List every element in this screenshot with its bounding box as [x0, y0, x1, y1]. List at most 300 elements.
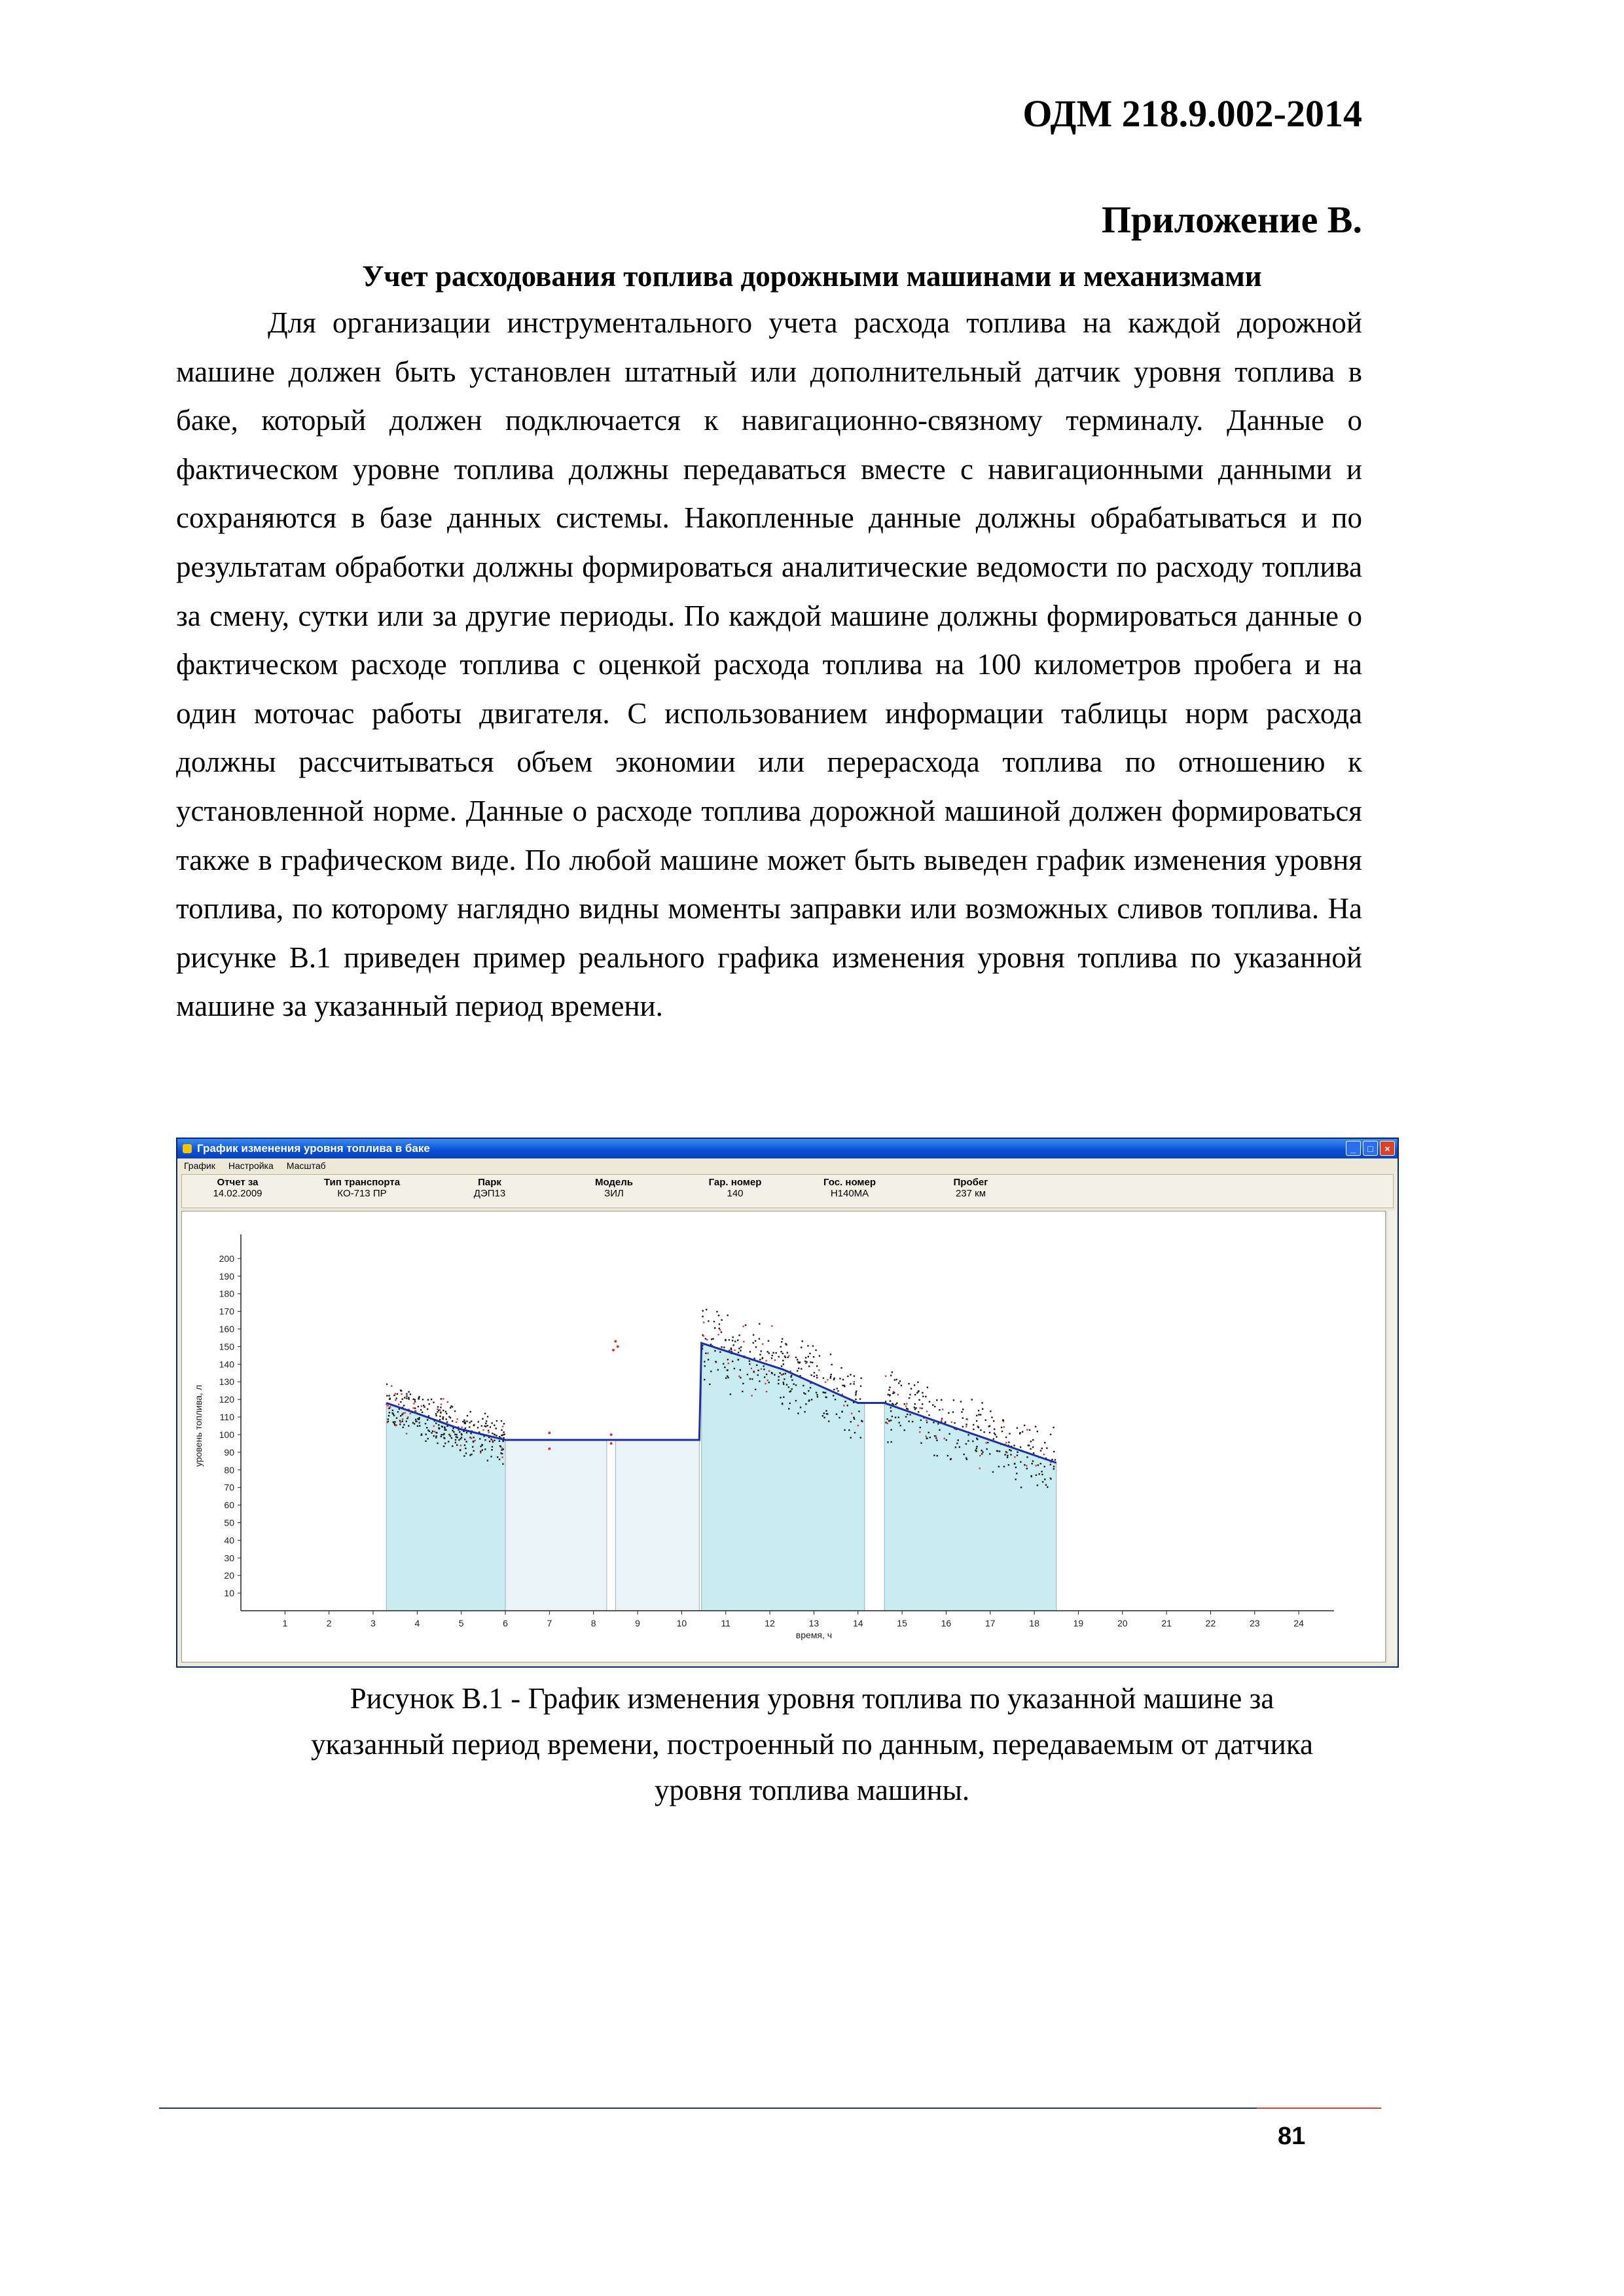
- scatter-point: [891, 1441, 892, 1443]
- scatter-point: [484, 1412, 486, 1414]
- scatter-point: [1044, 1442, 1045, 1443]
- scatter-point: [464, 1439, 465, 1440]
- fuel-chart-window: [176, 1138, 1399, 1668]
- scatter-point: [402, 1398, 403, 1399]
- scatter-point: [464, 1422, 465, 1424]
- scatter-point: [895, 1417, 896, 1418]
- scatter-point: [782, 1353, 784, 1354]
- scatter-point: [917, 1382, 918, 1383]
- scatter-point: [1017, 1452, 1018, 1453]
- scatter-point: [492, 1441, 494, 1443]
- scatter-point: [830, 1376, 831, 1377]
- scatter-point: [464, 1444, 465, 1446]
- y-tick-label: 10: [224, 1588, 234, 1599]
- x-tick-label: 8: [590, 1618, 596, 1628]
- scatter-point: [1003, 1466, 1005, 1467]
- info-value: 237 км: [955, 1188, 986, 1199]
- scatter-point: [452, 1406, 453, 1407]
- page-number: 81: [1278, 2123, 1306, 2150]
- scatter-point-red: [781, 1374, 782, 1375]
- scatter-point: [717, 1369, 719, 1371]
- scatter-point: [989, 1425, 990, 1426]
- scatter-point: [492, 1433, 493, 1434]
- scatter-point-red: [706, 1339, 708, 1340]
- scatter-point: [939, 1429, 940, 1431]
- scatter-point: [740, 1350, 741, 1351]
- scatter-point-red: [475, 1440, 476, 1441]
- scatter-point: [855, 1399, 856, 1400]
- scatter-point: [833, 1389, 835, 1390]
- scatter-point: [1040, 1463, 1041, 1464]
- scatter-point: [759, 1359, 761, 1360]
- y-tick-label: 180: [219, 1288, 234, 1299]
- scatter-point: [456, 1434, 457, 1435]
- scatter-point: [738, 1352, 739, 1353]
- scatter-point: [922, 1392, 923, 1393]
- scatter-point: [823, 1417, 825, 1418]
- scatter-point: [962, 1417, 964, 1418]
- scatter-point: [738, 1359, 739, 1360]
- y-tick-label: 120: [219, 1394, 234, 1405]
- scatter-point: [802, 1340, 803, 1342]
- x-tick-label: 11: [721, 1618, 731, 1628]
- scatter-point: [783, 1363, 784, 1365]
- menu-item-scale[interactable]: Масштаб: [286, 1160, 326, 1171]
- scatter-point-red: [719, 1329, 721, 1331]
- body-text: [176, 298, 1362, 1031]
- scatter-point: [427, 1399, 429, 1401]
- scatter-point: [406, 1395, 407, 1397]
- chart-area: [181, 1211, 1386, 1662]
- scatter-point: [918, 1411, 919, 1412]
- y-tick-label: 170: [219, 1306, 234, 1317]
- scatter-point: [937, 1455, 938, 1456]
- scatter-point: [492, 1446, 493, 1447]
- scatter-point: [795, 1357, 797, 1358]
- scatter-point: [1037, 1431, 1038, 1432]
- scatter-point: [771, 1357, 772, 1359]
- scatter-point: [901, 1385, 902, 1386]
- scatter-point: [1038, 1473, 1039, 1475]
- scatter-point-red: [738, 1376, 740, 1377]
- scatter-point: [948, 1433, 950, 1435]
- scatter-point: [967, 1440, 969, 1441]
- scatter-point-red: [926, 1435, 927, 1437]
- scatter-point: [823, 1412, 825, 1414]
- scatter-point-red: [825, 1382, 826, 1383]
- scatter-point: [803, 1392, 804, 1393]
- scatter-point: [440, 1412, 441, 1413]
- scatter-point: [745, 1324, 746, 1325]
- scatter-point: [438, 1424, 439, 1426]
- fill-segment: [615, 1440, 699, 1611]
- scatter-point-red: [703, 1321, 704, 1323]
- scatter-point: [465, 1441, 467, 1443]
- scatter-point: [460, 1438, 461, 1439]
- scatter-point-red: [407, 1416, 408, 1418]
- scatter-point: [749, 1378, 751, 1380]
- scatter-point-red: [857, 1425, 859, 1426]
- scatter-point: [978, 1414, 979, 1415]
- scatter-point: [896, 1403, 897, 1404]
- scatter-point: [706, 1309, 707, 1310]
- scatter-point: [400, 1401, 401, 1403]
- x-tick-label: 4: [414, 1618, 420, 1628]
- scatter-point: [454, 1410, 456, 1412]
- scatter-point-red: [400, 1422, 401, 1423]
- figure-caption: [0, 1676, 1624, 1813]
- scatter-point: [965, 1443, 967, 1444]
- scatter-point: [778, 1356, 779, 1357]
- y-tick-label: 200: [219, 1253, 234, 1264]
- scatter-point: [452, 1420, 453, 1422]
- x-tick-label: 22: [1205, 1618, 1216, 1628]
- info-value: ЗИЛ: [604, 1188, 624, 1199]
- scatter-point: [810, 1361, 811, 1363]
- scatter-point: [937, 1423, 939, 1424]
- scatter-point: [482, 1444, 483, 1446]
- scatter-point-red: [398, 1404, 399, 1405]
- scatter-point: [702, 1310, 704, 1311]
- info-value: КО-713 ПР: [337, 1188, 387, 1199]
- scatter-point: [798, 1368, 799, 1369]
- scatter-point: [812, 1362, 813, 1363]
- scatter-point-red: [456, 1418, 458, 1420]
- scatter-point-red: [951, 1422, 952, 1423]
- scatter-point: [727, 1369, 728, 1371]
- scatter-point: [719, 1352, 721, 1353]
- scatter-point: [830, 1377, 831, 1378]
- scatter-point: [835, 1399, 836, 1400]
- scatter-point-red: [707, 1352, 708, 1354]
- scatter-point: [763, 1365, 764, 1367]
- scatter-point: [808, 1365, 810, 1367]
- scatter-point: [419, 1425, 420, 1426]
- scatter-point: [734, 1368, 735, 1369]
- scatter-point: [749, 1351, 751, 1352]
- scatter-point-red: [480, 1452, 481, 1453]
- vertical-scrollbar[interactable]: [1386, 1211, 1396, 1662]
- scatter-point: [712, 1338, 713, 1339]
- scatter-point: [425, 1423, 426, 1424]
- scatter-point: [442, 1418, 444, 1420]
- scatter-point: [489, 1441, 490, 1442]
- scatter-point: [790, 1390, 791, 1391]
- scatter-point: [394, 1421, 395, 1422]
- scatter-point: [860, 1437, 861, 1438]
- scatter-point: [424, 1406, 425, 1407]
- scatter-point: [890, 1400, 891, 1401]
- scatter-point: [973, 1424, 974, 1426]
- scatter-point: [473, 1441, 474, 1443]
- outlier-point: [610, 1442, 613, 1444]
- scatter-point-red: [761, 1369, 762, 1370]
- info-park: [444, 1177, 535, 1199]
- scatter-point: [833, 1378, 835, 1379]
- scatter-point: [889, 1386, 890, 1388]
- scatter-point: [890, 1410, 892, 1412]
- scatter-point: [426, 1427, 427, 1428]
- scatter-point: [485, 1423, 486, 1424]
- scatter-point: [978, 1410, 979, 1411]
- scatter-point: [1036, 1475, 1037, 1476]
- window-title: График изменения уровня топлива в баке: [197, 1142, 430, 1155]
- scatter-point: [418, 1418, 420, 1420]
- scatter-point: [388, 1415, 389, 1416]
- scatter-point-red: [1026, 1465, 1027, 1466]
- scatter-point: [499, 1459, 500, 1460]
- scatter-point: [994, 1433, 995, 1434]
- scatter-point: [890, 1429, 892, 1430]
- footer-divider-accent: [1257, 2108, 1381, 2109]
- scatter-point: [847, 1376, 848, 1377]
- info-header: Тип транспорта: [323, 1177, 401, 1188]
- scatter-point: [759, 1323, 760, 1324]
- scatter-point: [487, 1416, 488, 1417]
- scatter-point: [782, 1403, 783, 1404]
- scatter-point: [935, 1437, 937, 1439]
- scatter-point: [805, 1403, 806, 1405]
- scatter-point: [791, 1379, 793, 1380]
- scatter-point: [450, 1407, 451, 1408]
- scatter-point: [909, 1397, 910, 1399]
- scatter-point-red: [885, 1375, 886, 1376]
- scatter-point: [784, 1378, 785, 1380]
- scatter-point: [831, 1364, 832, 1365]
- scatter-point: [888, 1394, 889, 1395]
- scatter-point: [816, 1365, 818, 1367]
- scatter-point: [837, 1388, 838, 1389]
- close-icon[interactable]: ×: [1380, 1141, 1395, 1156]
- scatter-point: [441, 1436, 442, 1437]
- scatter-point: [925, 1396, 926, 1397]
- info-transport-type: [297, 1177, 427, 1199]
- scatter-point: [965, 1424, 967, 1425]
- scatter-point: [814, 1376, 815, 1377]
- scatter-point: [455, 1442, 456, 1443]
- scatter-point: [759, 1380, 760, 1382]
- scatter-point: [972, 1441, 973, 1442]
- scatter-point-red: [887, 1422, 888, 1424]
- section-title: Учет расходования топлива дорожными машинами и механизмами: [362, 260, 1262, 293]
- scatter-point: [1008, 1464, 1009, 1465]
- scatter-point-red: [410, 1412, 411, 1414]
- info-value: ДЭП13: [473, 1188, 506, 1199]
- scatter-point: [1001, 1427, 1002, 1428]
- scatter-point-red: [501, 1456, 503, 1458]
- scatter-point: [742, 1391, 743, 1392]
- scatter-point: [946, 1439, 947, 1441]
- fuel-level-chart: [182, 1211, 1373, 1663]
- scatter-point: [798, 1362, 799, 1363]
- maximize-icon[interactable]: □: [1363, 1141, 1378, 1156]
- scatter-point: [708, 1359, 709, 1360]
- scatter-point: [452, 1427, 454, 1429]
- scatter-point: [740, 1377, 741, 1378]
- scatter-point: [855, 1394, 856, 1395]
- scatter-point: [1013, 1444, 1015, 1446]
- scatter-point: [729, 1339, 730, 1340]
- info-value: 14.02.2009: [213, 1188, 262, 1199]
- window-titlebar[interactable]: [177, 1139, 1398, 1158]
- scatter-point: [450, 1435, 451, 1437]
- menu-item-settings[interactable]: Настройка: [228, 1160, 274, 1171]
- scatter-point: [705, 1352, 706, 1354]
- minimize-icon[interactable]: _: [1346, 1141, 1361, 1156]
- scatter-point: [854, 1418, 855, 1420]
- info-report-date: [189, 1177, 287, 1199]
- scatter-point: [783, 1373, 784, 1374]
- scatter-point: [898, 1382, 899, 1384]
- scatter-point: [436, 1432, 437, 1433]
- scatter-point: [801, 1368, 802, 1369]
- y-tick-label: 60: [224, 1499, 234, 1511]
- scatter-point: [780, 1346, 782, 1348]
- scatter-point: [854, 1432, 856, 1433]
- scatter-point: [908, 1383, 909, 1384]
- scatter-point: [836, 1414, 837, 1415]
- scatter-point: [983, 1431, 984, 1433]
- scatter-point: [460, 1449, 461, 1450]
- scatter-point: [963, 1454, 964, 1455]
- outlier-point: [548, 1447, 550, 1450]
- scatter-point-red: [460, 1444, 461, 1446]
- scatter-point: [915, 1407, 916, 1408]
- scatter-point: [911, 1388, 912, 1390]
- scatter-point: [825, 1397, 827, 1398]
- appendix-title: Приложение В.: [1101, 198, 1362, 241]
- scatter-point: [977, 1439, 978, 1440]
- x-tick-label: 10: [676, 1618, 687, 1628]
- scatter-point: [1028, 1444, 1029, 1446]
- scatter-point: [444, 1443, 446, 1444]
- scatter-point: [929, 1437, 931, 1438]
- scatter-point-red: [441, 1403, 442, 1405]
- scatter-point: [757, 1374, 759, 1376]
- scatter-point: [987, 1442, 988, 1443]
- scatter-point: [766, 1374, 767, 1375]
- scatter-point: [503, 1423, 505, 1424]
- scatter-point: [727, 1314, 728, 1316]
- scatter-point: [415, 1419, 416, 1420]
- scatter-point: [810, 1387, 811, 1388]
- scatter-point: [441, 1398, 442, 1399]
- scatter-point: [467, 1415, 468, 1416]
- scatter-point: [816, 1374, 818, 1376]
- scatter-point: [723, 1363, 724, 1364]
- scatter-point: [500, 1446, 501, 1447]
- scatter-point: [502, 1463, 503, 1465]
- scatter-point: [710, 1371, 712, 1372]
- scatter-point: [890, 1420, 892, 1421]
- scatter-point: [976, 1415, 977, 1416]
- scatter-point: [1029, 1429, 1030, 1431]
- scatter-point: [704, 1379, 705, 1380]
- scatter-point: [933, 1455, 935, 1456]
- scatter-point-red: [926, 1420, 927, 1421]
- scatter-point: [819, 1355, 820, 1356]
- scatter-point: [715, 1361, 716, 1362]
- x-tick-label: 24: [1293, 1618, 1304, 1628]
- scatter-point: [932, 1405, 933, 1406]
- scatter-point: [723, 1346, 725, 1348]
- scatter-point: [952, 1411, 954, 1412]
- scatter-point-red: [401, 1393, 402, 1395]
- scatter-point: [486, 1425, 488, 1426]
- scatter-point: [839, 1378, 840, 1379]
- info-model: [568, 1177, 660, 1199]
- scatter-point: [768, 1382, 770, 1383]
- scatter-point: [705, 1338, 706, 1339]
- scatter-point: [503, 1433, 505, 1435]
- scatter-point: [708, 1320, 709, 1321]
- scatter-point: [435, 1415, 437, 1416]
- scatter-point: [1020, 1486, 1022, 1488]
- scatter-point: [1047, 1486, 1048, 1488]
- scatter-point: [1041, 1471, 1042, 1472]
- info-header: Гос. номер: [823, 1177, 876, 1188]
- scatter-point: [921, 1407, 922, 1408]
- scatter-point: [892, 1371, 893, 1372]
- scatter-point: [795, 1400, 797, 1401]
- scatter-point-red: [413, 1403, 414, 1404]
- scatter-point: [494, 1425, 495, 1426]
- scatter-point: [439, 1419, 441, 1420]
- scatter-point: [1055, 1459, 1056, 1460]
- scatter-point: [953, 1399, 954, 1401]
- scatter-point: [1005, 1451, 1007, 1452]
- scatter-point: [408, 1391, 409, 1392]
- scatter-point: [417, 1426, 418, 1427]
- scatter-point: [1015, 1479, 1016, 1480]
- scatter-point: [1050, 1433, 1051, 1435]
- scatter-point: [1046, 1447, 1047, 1448]
- scatter-point: [782, 1338, 783, 1340]
- scatter-point: [456, 1444, 458, 1446]
- scatter-point: [446, 1422, 448, 1423]
- scatter-point: [414, 1401, 416, 1402]
- scatter-point: [786, 1384, 787, 1386]
- scatter-point: [934, 1406, 935, 1407]
- scatter-point: [406, 1420, 407, 1422]
- scatter-point: [751, 1378, 753, 1380]
- scatter-point: [759, 1338, 760, 1339]
- scatter-point: [727, 1359, 729, 1360]
- scatter-point: [714, 1327, 715, 1329]
- scatter-point: [1041, 1448, 1043, 1449]
- y-tick-label: 160: [219, 1323, 234, 1335]
- scatter-point: [816, 1377, 818, 1378]
- scatter-point: [858, 1410, 859, 1412]
- x-tick-label: 12: [765, 1618, 775, 1628]
- info-header: Пробег: [953, 1177, 988, 1188]
- scatter-point: [761, 1350, 762, 1352]
- scatter-point: [488, 1429, 489, 1431]
- scatter-point: [892, 1416, 893, 1417]
- scatter-point: [501, 1429, 502, 1431]
- scatter-point: [704, 1361, 705, 1362]
- scatter-point: [437, 1406, 439, 1407]
- scatter-point: [443, 1433, 444, 1434]
- scatter-point-red: [1005, 1442, 1007, 1443]
- scatter-point: [481, 1425, 482, 1426]
- scatter-point: [502, 1434, 503, 1435]
- x-tick-label: 3: [370, 1618, 376, 1628]
- scatter-point: [425, 1433, 427, 1435]
- scatter-point: [1020, 1461, 1021, 1462]
- scatter-point-red: [774, 1359, 776, 1361]
- menu-item-graph[interactable]: График: [184, 1160, 215, 1171]
